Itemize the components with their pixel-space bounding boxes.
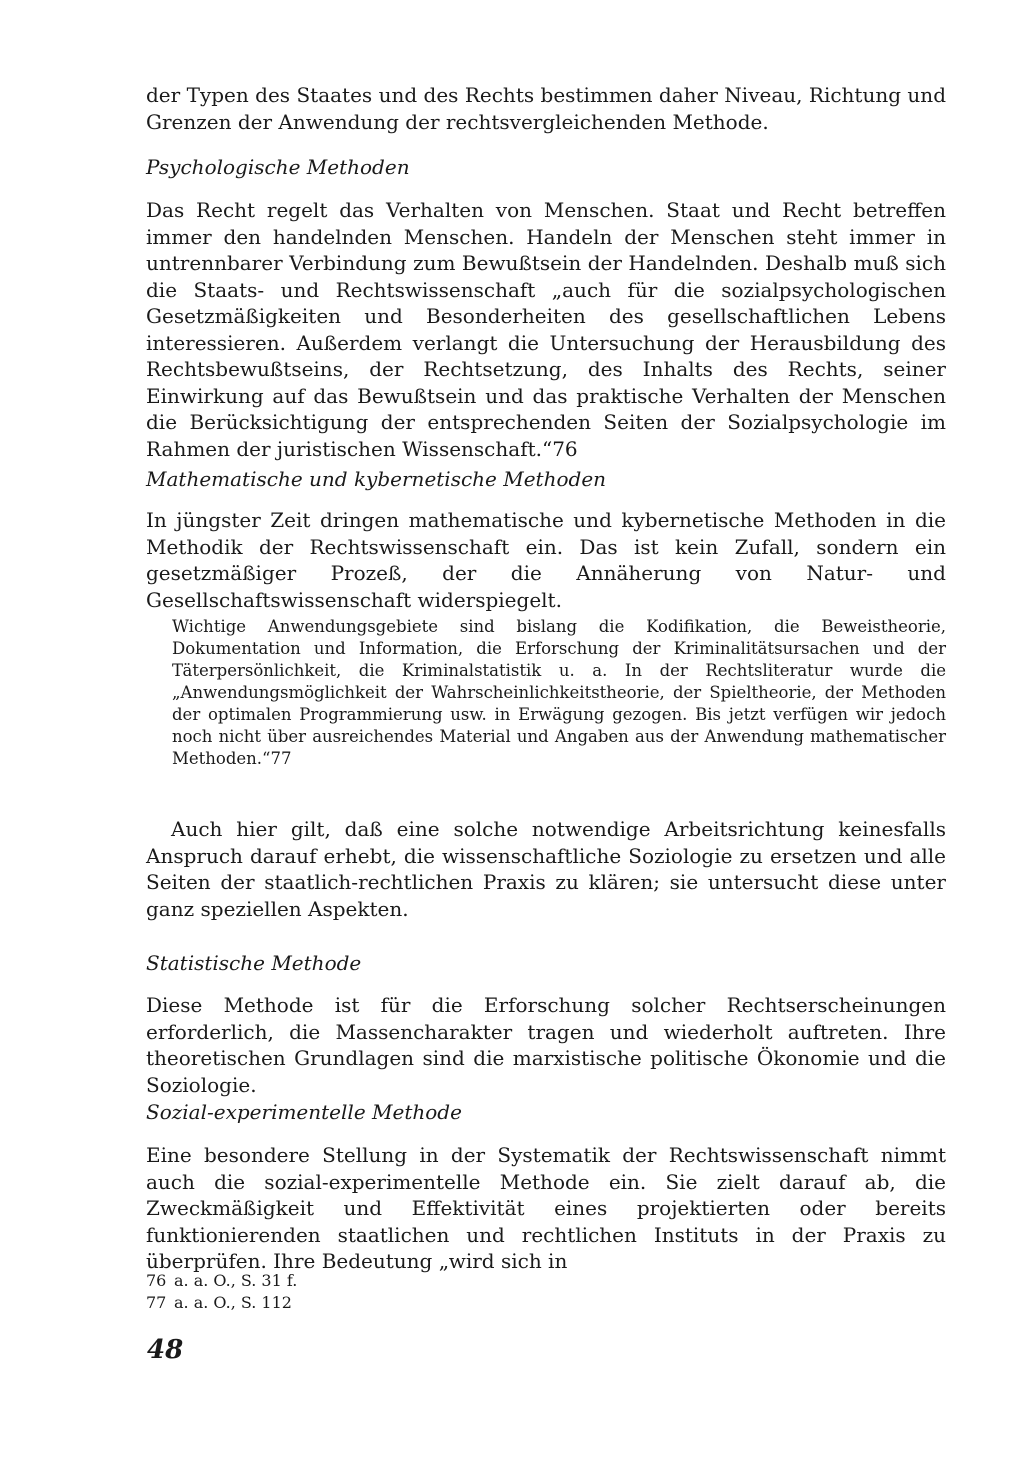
section-paragraph: Diese Methode ist für die Erforschung solcher Rechtserscheinungen erforderlich, die Massencharakter tragen und wiederholt auftreten. Ihre theoretischen Grundlagen sind die marxistische politische Ökonomie und die Soziologie. (146, 993, 946, 1097)
footnote-item (146, 1270, 946, 1292)
section-heading: Mathematische und kybernetische Methoden (146, 467, 607, 491)
footnote-text: a. a. O., S. 112 (174, 1293, 292, 1312)
footnote-number: 76 (146, 1271, 167, 1290)
section-heading: Psychologische Methoden (146, 155, 410, 179)
section-mathematische-body (146, 507, 946, 613)
section-heading: Sozial-experimentelle Methode (146, 1100, 462, 1124)
section-psychologische (146, 154, 946, 180)
section-sozial-body (146, 1142, 946, 1275)
section-statistische (146, 950, 946, 976)
section-sozial (146, 1099, 946, 1125)
small-print-paragraph: Wichtige Anwendungsgebiete sind bislang die Kodifikation, die Beweistheorie, Dokumentation und Information, die Erforschung der Kriminalitätsursachen und der Täterpersönlichkeit, die Kriminalstatistik u. a. In der Rechtsliteratur wurde die „Anwendungsmöglichkeit der Wahrscheinlichkeitstheorie, der Spieltheorie, der Methoden der optimalen Programmierung usw. in Erwägung gezogen. Bis jetzt verfügen wir jedoch noch nicht über ausreichendes Material und Angaben aus der Anwendung mathematischer Methoden.“77 (172, 617, 946, 768)
footnote-text: a. a. O., S. 31 f. (174, 1271, 298, 1290)
footnote-number: 77 (146, 1293, 167, 1312)
footnotes (146, 1270, 946, 1314)
section-psychologische-body (146, 197, 946, 462)
section-mathematische (146, 466, 946, 492)
page-number: 48 (147, 1335, 184, 1365)
intro-paragraph-block (146, 82, 946, 135)
section-paragraph: In jüngster Zeit dringen mathematische und kybernetische Methoden in die Methodik der Rechtswissenschaft ein. Das ist kein Zufall, sondern ein gesetzmäßiger Prozeß, der die Annäherung von Natur- und Gesellschaftswissenschaft widerspiegelt. (146, 508, 946, 612)
continuation-paragraph: Auch hier gilt, daß eine solche notwendige Arbeitsrichtung keinesfalls Anspruch darauf erhebt, die wissenschaftliche Soziologie zu ersetzen und alle Seiten der staatlich-rechtlichen Praxis zu klären; sie untersucht diese unter ganz speziellen Aspekten. (146, 817, 946, 921)
footnote-item (146, 1292, 946, 1314)
continuation-block (146, 816, 946, 922)
section-paragraph: Eine besondere Stellung in der Systematik der Rechtswissenschaft nimmt auch die sozial-experimentelle Methode ein. Sie zielt darauf ab, die Zweckmäßigkeit und Effektivität eines projektierten oder bereits funktionierenden staatlichen und rechtlichen Instituts in der Praxis zu überprüfen. Ihre Bedeutung „wird sich in (146, 1143, 946, 1273)
section-paragraph: Das Recht regelt das Verhalten von Menschen. Staat und Recht betreffen immer den handelnden Menschen. Handeln der Menschen steht immer in untrennbarer Verbindung zum Bewußtsein der Handelnden. Deshalb muß sich die Staats- und Rechtswissenschaft „auch für die sozialpsychologischen Gesetzmäßigkeiten und Besonderheiten des gesellschaftlichen Lebens interessieren. Außerdem verlangt die Untersuchung der Herausbildung des Rechtsbewußtseins, der Rechtsetzung, des Inhalts des Rechts, seiner Einwirkung auf das Bewußtsein und das praktische Verhalten der Menschen die Berücksichtigung der entsprechenden Seiten der Sozialpsychologie im Rahmen der juristischen Wissenschaft.“76 (146, 198, 946, 461)
section-statistische-body (146, 992, 946, 1098)
intro-paragraph: der Typen des Staates und des Rechts bestimmen daher Niveau, Richtung und Grenzen der Anwendung der rechtsvergleichenden Methode. (146, 83, 946, 134)
section-heading: Statistische Methode (146, 951, 362, 975)
small-print-block (172, 616, 946, 770)
